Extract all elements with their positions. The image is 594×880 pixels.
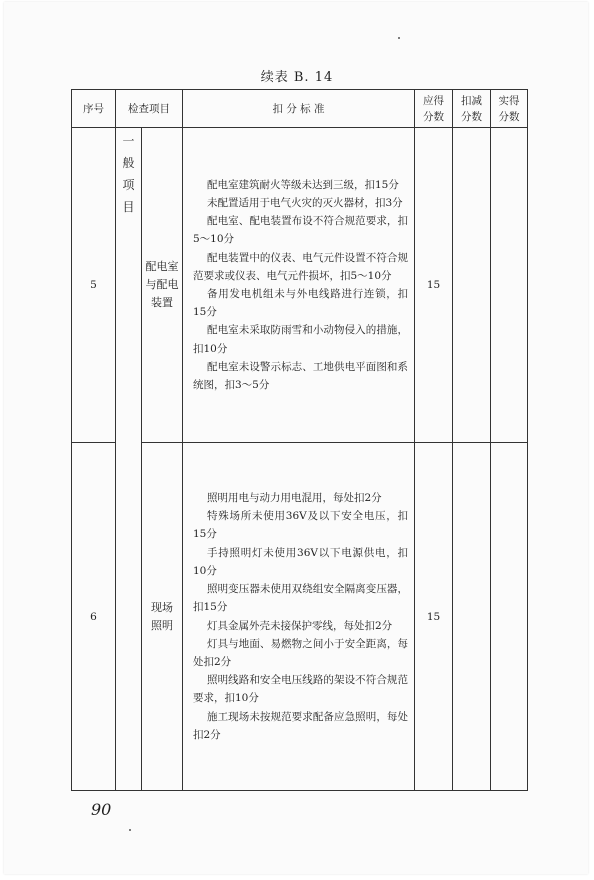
header-deduct-score <box>453 90 491 128</box>
header-due-line1: 应得 <box>423 94 444 107</box>
row-deduct-score <box>453 443 491 791</box>
header-deduct-line1: 扣减 <box>461 94 482 107</box>
row-actual-score <box>491 128 528 443</box>
header-deduct-line2: 分数 <box>461 110 482 123</box>
page-number: 90 <box>91 800 112 819</box>
criteria-line: 照明变压器未使用双绕组安全隔离变压器，扣15分 <box>193 583 408 614</box>
criteria-line: 灯具金属外壳未接保护零线，每处扣2分 <box>207 619 393 632</box>
criteria-line: 特殊场所未使用36V及以下安全电压，扣15分 <box>193 510 408 541</box>
scan-speck <box>129 829 131 831</box>
inspection-table <box>71 89 528 791</box>
row-item-line: 照明 <box>151 618 173 632</box>
row-item <box>142 443 183 791</box>
criteria-line: 配电室未采取防雨雪和小动物侵入的措施，扣10分 <box>193 324 408 355</box>
table-header-row <box>72 90 528 128</box>
criteria-line: 施工现场未按规范要求配备应急照明，每处扣2分 <box>193 710 408 741</box>
criteria-line: 配电装置中的仪表、电气元件设置不符合规范要求或仪表、电气元件损坏，扣5～10分 <box>193 251 408 282</box>
table-title: 续表 B. 14 <box>260 70 334 85</box>
header-actual-line2: 分数 <box>498 110 520 123</box>
row-due-score: 15 <box>415 128 453 443</box>
header-actual-score <box>491 90 528 128</box>
row-due-score: 15 <box>415 443 453 791</box>
criteria-line: 配电室建筑耐火等级未达到三级，扣15分 <box>207 178 399 191</box>
criteria-line: 照明线路和安全电压线路的架设不符合规范要求，扣10分 <box>193 674 408 705</box>
scan-speck <box>398 37 400 39</box>
criteria-line: 照明用电与动力用电混用，每处扣2分 <box>207 492 382 505</box>
header-actual-line1: 实得 <box>498 94 520 107</box>
row-criteria <box>183 443 415 791</box>
category-cell <box>116 128 142 791</box>
row-item-line: 装置 <box>151 296 173 309</box>
criteria-line: 备用发电机组未与外电线路进行连锁，扣15分 <box>193 288 408 319</box>
category-label: 一般项目 <box>122 134 135 214</box>
row-actual-score <box>491 443 528 791</box>
header-seq: 序号 <box>72 90 116 128</box>
criteria-line: 手持照明灯未使用36V以下电源供电，扣10分 <box>193 546 408 577</box>
row-item <box>142 128 183 443</box>
header-item: 检查项目 <box>116 90 183 128</box>
criteria-line: 未配置适用于电气火灾的灭火器材，扣3分 <box>207 196 403 209</box>
criteria-line: 配电室未设警示标志、工地供电平面图和系统图，扣3～5分 <box>193 360 408 392</box>
table-row <box>72 128 528 443</box>
header-criteria: 扣 分 标 准 <box>183 90 415 128</box>
row-criteria <box>183 128 415 443</box>
row-item-line: 现场 <box>151 600 173 614</box>
header-due-score <box>415 90 453 128</box>
row-seq: 6 <box>72 443 116 791</box>
header-due-line2: 分数 <box>423 110 444 123</box>
row-seq: 5 <box>72 128 116 443</box>
criteria-line: 配电室、配电装置布设不符合规范要求，扣5～10分 <box>193 215 408 246</box>
row-deduct-score <box>453 128 491 443</box>
criteria-line: 灯具与地面、易燃物之间小于安全距离，每处扣2分 <box>193 637 408 668</box>
row-item-line: 配电室 <box>145 260 179 273</box>
row-item-line: 与配电 <box>145 278 179 291</box>
